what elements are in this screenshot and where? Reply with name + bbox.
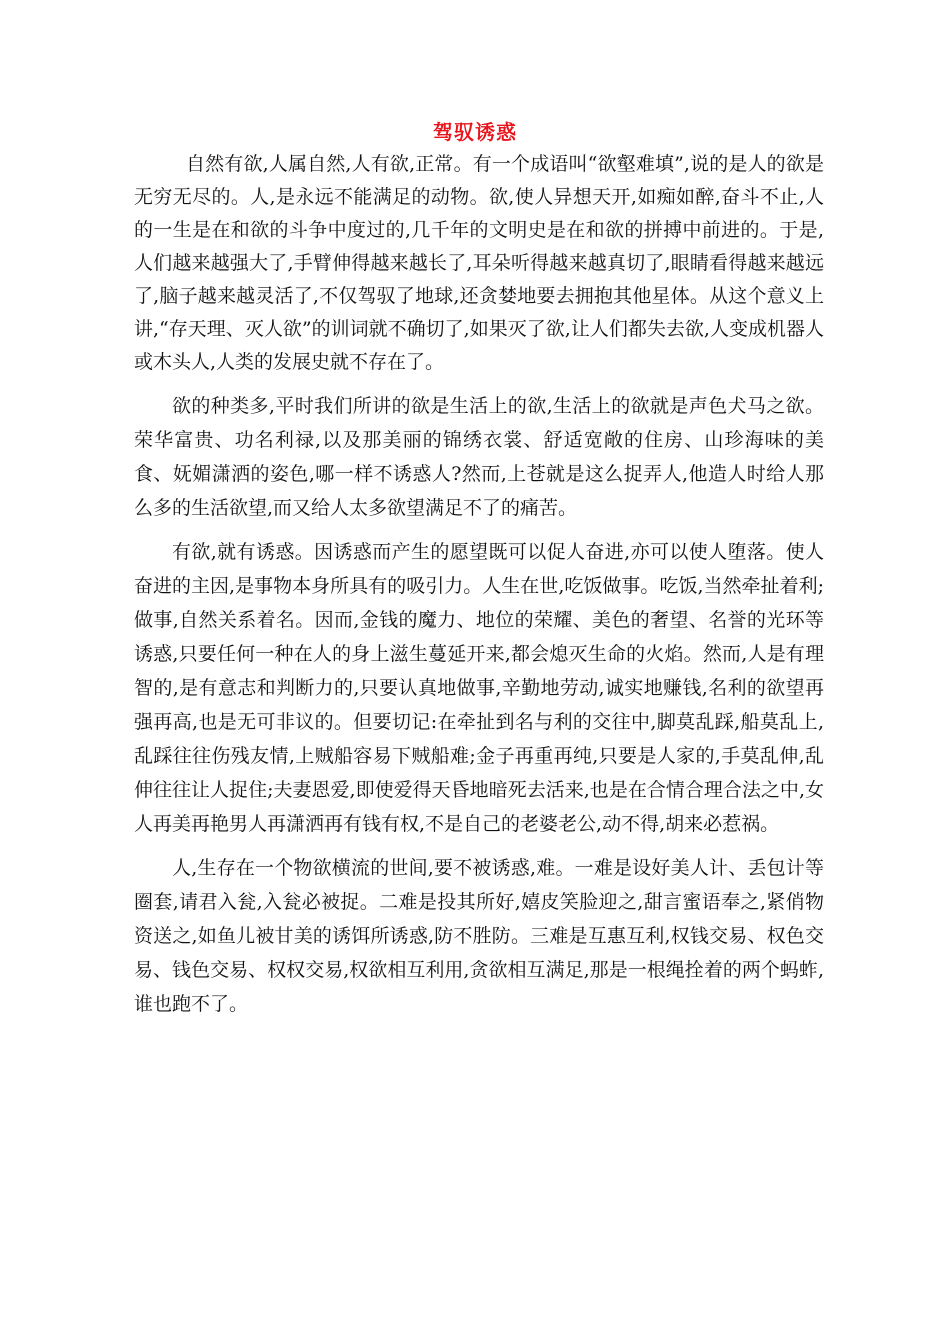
paragraph-2: 欲的种类多,平时我们所讲的欲是生活上的欲,生活上的欲就是声色犬马之欲。荣华富贵、功名利禄,以及那美丽的锦绣衣裳、舒适宽敞的住房、山珍海味的美食、妩媚潇洒的姿色,哪一样不诱惑人?然而,上苍就是这么捉弄人,他造人时给人那么多的生活欲望,而又给人太多欲望满足不了的痛苦。 (134, 395, 824, 519)
document-title: 驾驭诱惑 (433, 120, 517, 144)
paragraph-3: 有欲,就有诱惑。因诱惑而产生的愿望既可以促人奋进,亦可以使人堕落。使人奋进的主因,是事物本身所具有的吸引力。人生在世,吃饭做事。吃饭,当然牵扯着利;做事,自然关系着名。因而,金钱的魔力、地位的荣耀、美色的奢望、名誉的光环等诱惑,只要任何一种在人的身上滋生蔓延开来,都会熄灭生命的火焰。然而,人是有理智的,是有意志和判断力的,只要认真地做事,辛勤地劳动,诚实地赚钱,名利的欲望再强再高,也是无可非议的。但要切记:在牵扯到名与利的交往中,脚莫乱踩,船莫乱上,乱踩往往伤残友情,上贼船容易下贼船难;金子再重再纯,只要是人家的,手莫乱伸,乱伸往往让人捉住;夫妻恩爱,即使爱得天昏地暗死去活来,也是在合情合理合法之中,女人再美再艳男人再潇洒再有钱有权,不是自己的老婆老公,动不得,胡来必惹祸。 (134, 541, 824, 835)
document-body (134, 148, 824, 1031)
paragraph-4: 人,生存在一个物欲横流的世间,要不被诱惑,难。一难是设好美人计、丢包计等圈套,请君入瓮,入瓮必被捉。二难是投其所好,嬉皮笑脸迎之,甜言蜜语奉之,紧俏物资送之,如鱼儿被甘美的诱饵所诱惑,防不胜防。三难是互惠互利,权钱交易、权色交易、钱色交易、权权交易,权欲相互利用,贪欲相互满足,那是一根绳拴着的两个蚂蚱,谁也跑不了。 (134, 857, 824, 1015)
paragraph-1: 自然有欲,人属自然,人有欲,正常。有一个成语叫“欲壑难填”,说的是人的欲是无穷无尽的。人,是永远不能满足的动物。欲,使人异想天开,如痴如醉,奋斗不止,人的一生是在和欲的斗争中度过的,几千年的文明史是在和欲的拼搏中前进的。于是,人们越来越强大了,手臂伸得越来越长了,耳朵听得越来越真切了,眼睛看得越来越远了,脑子越来越灵活了,不仅驾驭了地球,还贪婪地要去拥抱其他星体。从这个意义上讲,“存天理、灭人欲”的训词就不确切了,如果灭了欲,让人们都失去欲,人变成机器人或木头人,人类的发展史就不存在了。 (134, 153, 824, 373)
